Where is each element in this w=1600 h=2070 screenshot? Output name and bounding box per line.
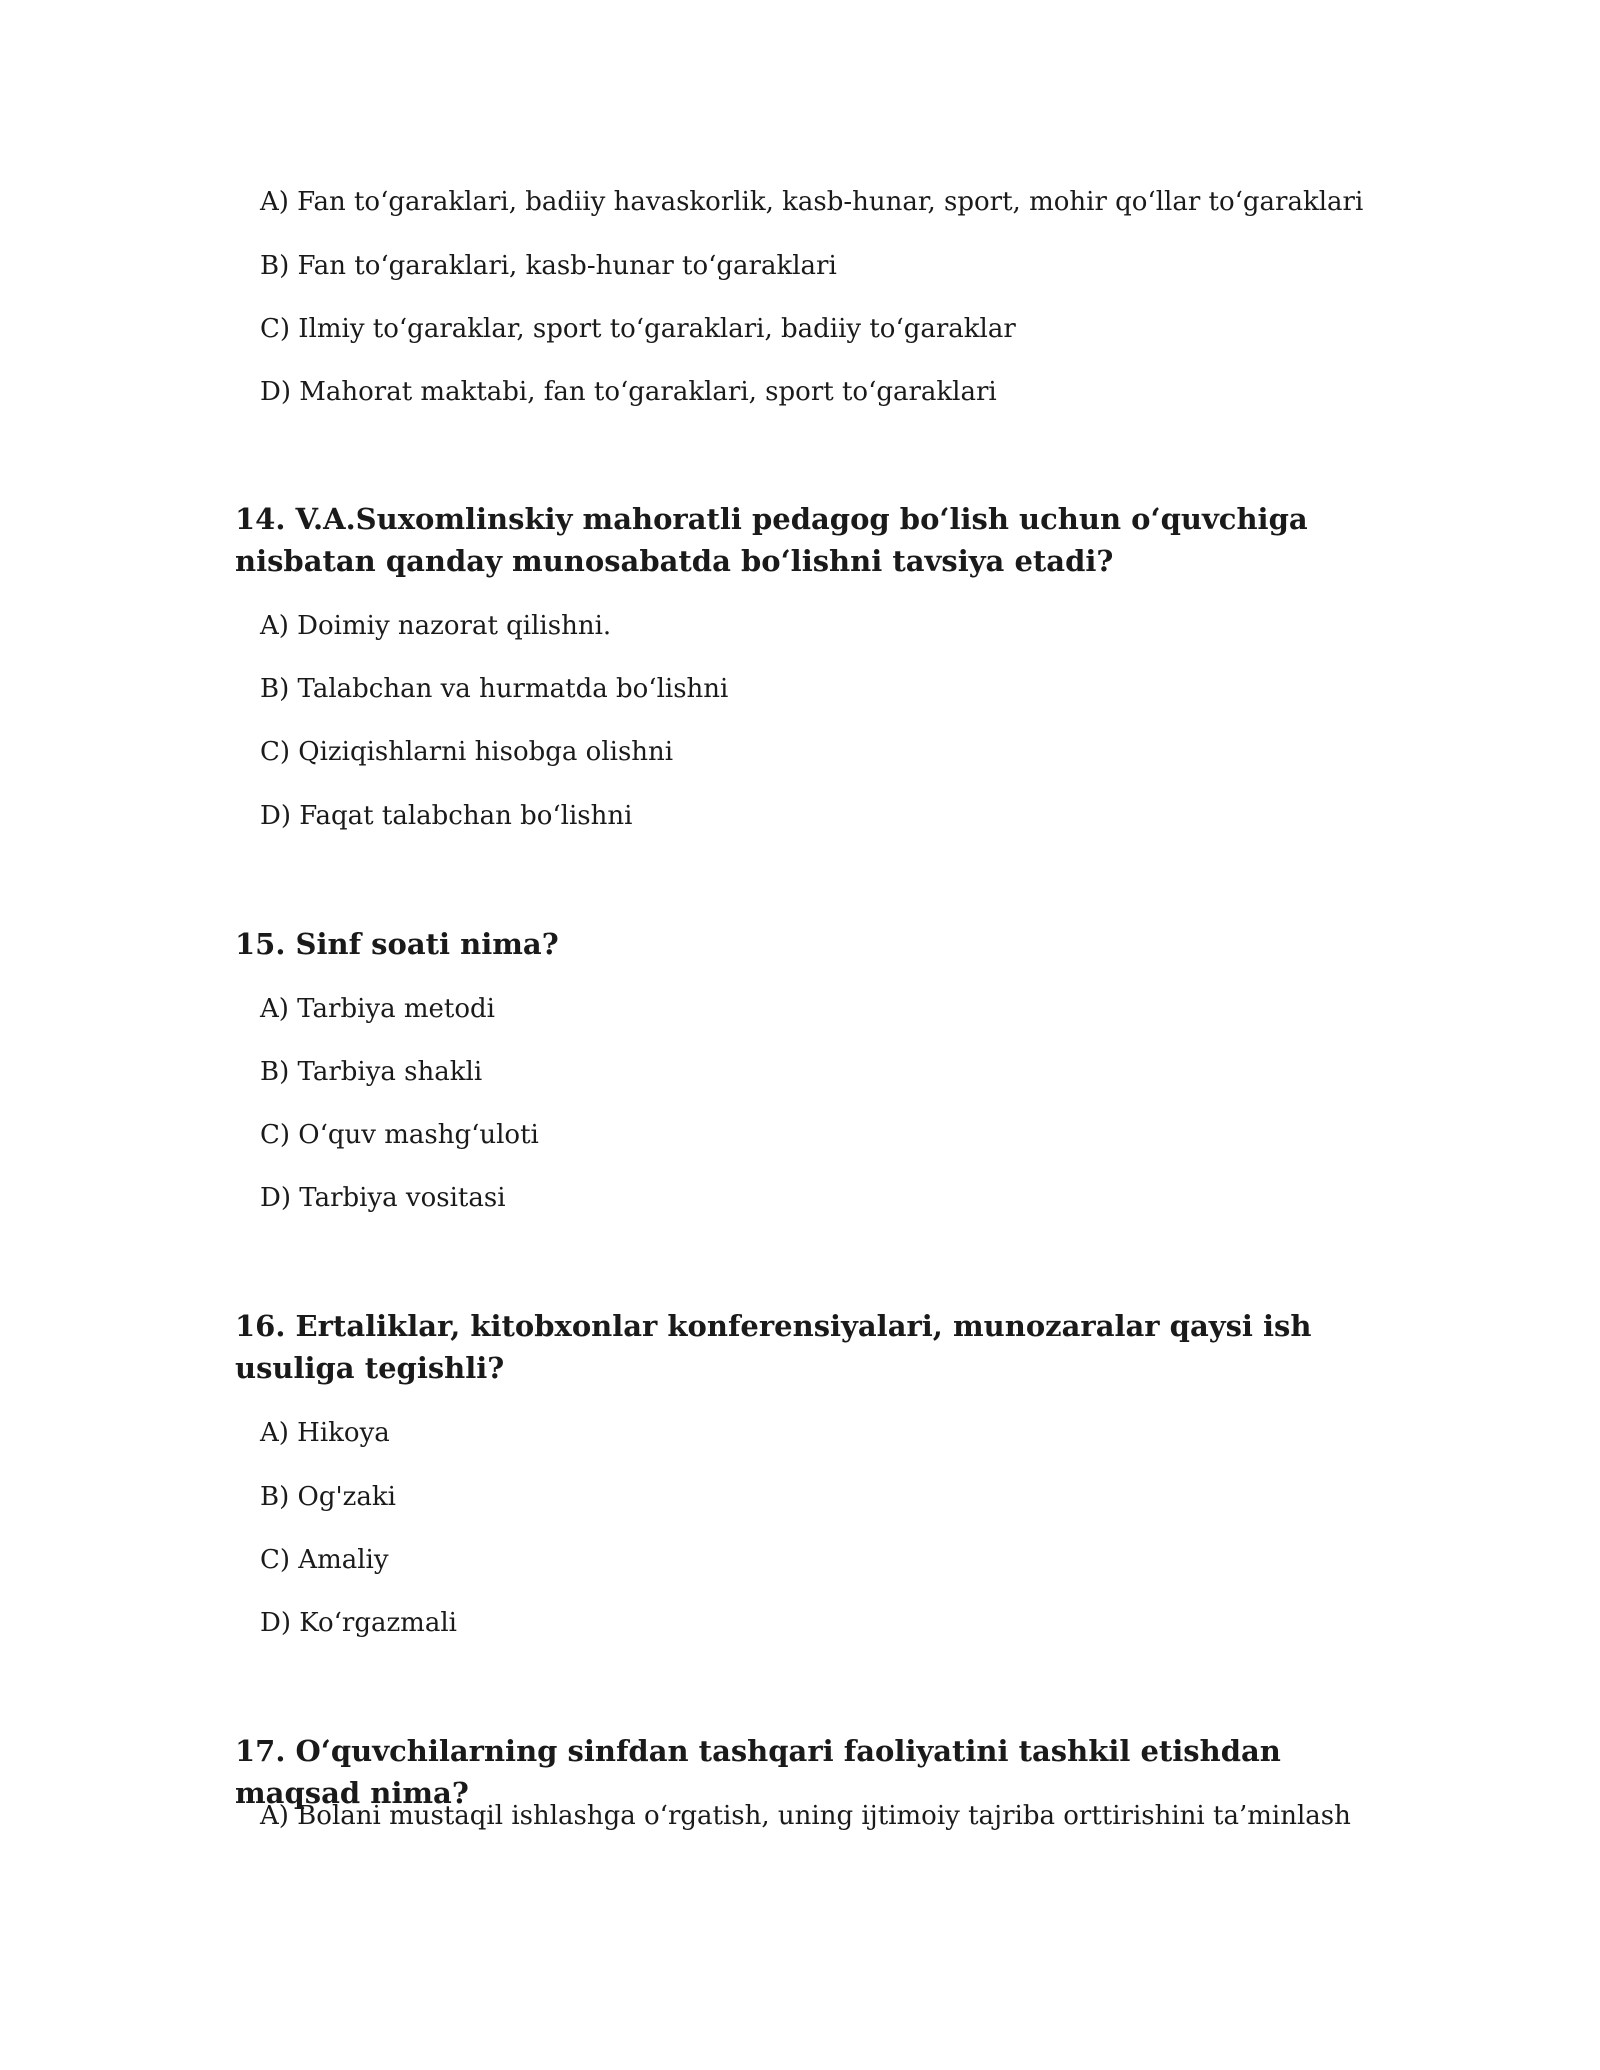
q14-option-a: A) Doimiy nazorat qilishni. [260,611,612,641]
q13-option-a: A) Fan to‘garaklari, badiiy havaskorlik, kasb-hunar, sport, mohir qo‘llar to‘garaklari [260,187,1364,217]
q16-option-c: C) Amaliy [260,1545,389,1575]
q16-option-b: B) Og'zaki [260,1482,396,1512]
q13-option-c: C) Ilmiy to‘garaklar, sport to‘garaklari, badiiy to‘garaklar [260,314,1016,344]
q17-title: 17. O‘quvchilarning sinfdan tashqari faoliyatini tashkil etishdan maqsad nima? [235,1734,1281,1810]
q15-option-a: A) Tarbiya metodi [260,994,495,1024]
q17-option-a: A) Bolani mustaqil ishlashga o‘rgatish, uning ijtimoiy tajriba orttirishini ta’minlash [260,1801,1351,1831]
q15-option-c: C) O‘quv mashg‘uloti [260,1120,539,1150]
q16-title: 16. Ertaliklar, kitobxonlar konferensiyalari, munozaralar qaysi ish usuliga tegishli? [235,1309,1312,1385]
q13-option-d: D) Mahorat maktabi, fan to‘garaklari, sport to‘garaklari [260,377,997,407]
q15-option-d: D) Tarbiya vositasi [260,1183,506,1213]
q13-option-b: B) Fan to‘garaklari, kasb-hunar to‘garaklari [260,251,837,281]
q14-option-b: B) Talabchan va hurmatda bo‘lishni [260,674,729,704]
q15-option-b: B) Tarbiya shakli [260,1057,483,1087]
q16-option-a: A) Hikoya [260,1418,390,1448]
q14-option-c: C) Qiziqishlarni hisobga olishni [260,737,674,767]
q14-option-d: D) Faqat talabchan bo‘lishni [260,801,633,831]
q15-title: 15. Sinf soati nima? [235,927,559,961]
q16-option-d: D) Ko‘rgazmali [260,1608,457,1638]
q14-title: 14. V.A.Suxomlinskiy mahoratli pedagog bo‘lish uchun o‘quvchiga nisbatan qanday munosabatda bo‘lishni tavsiya etadi? [235,502,1308,578]
